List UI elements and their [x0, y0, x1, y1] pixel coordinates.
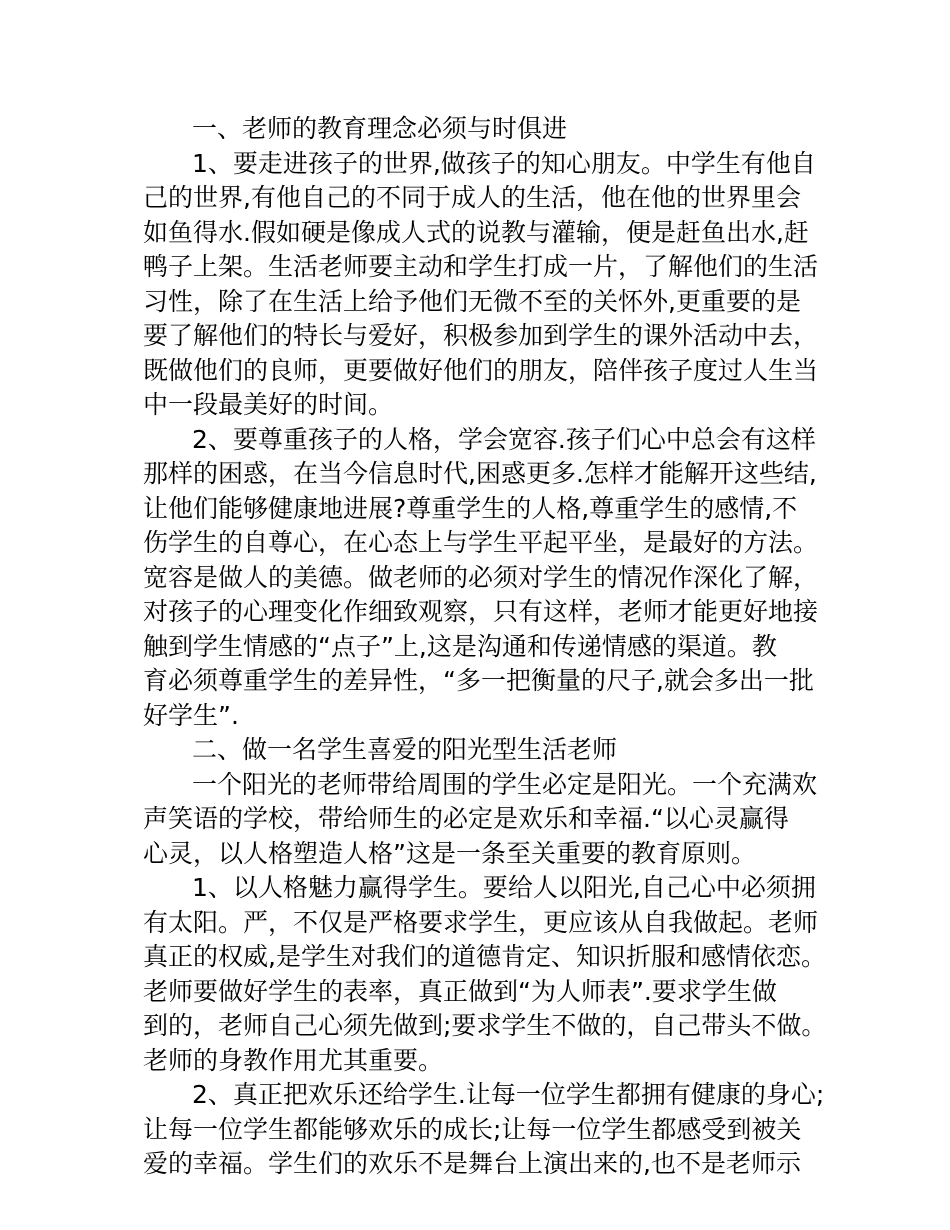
text-line: 有太阳。严，不仅是严格要求学生，更应该从自我做起。老师 — [143, 907, 819, 937]
text-line: 习性，除了在生活上给予他们无微不至的关怀外,更重要的是 — [143, 286, 801, 316]
text-line: 让他们能够健康地进展?尊重学生的人格,尊重学生的感情,不 — [143, 493, 798, 523]
text-line: 既做他们的良师，更要做好他们的朋友，陪伴孩子度过人生当 — [143, 355, 819, 385]
text-line: 要了解他们的特长与爱好，积极参加到学生的课外活动中去， — [143, 321, 819, 350]
text-line: 1、要走进孩子的世界,做孩子的知心朋友。中学生有他自 — [192, 148, 816, 178]
text-line: 1、以人格魅力赢得学生。要给人以阳光,自己心中必须拥 — [192, 873, 816, 902]
text-line: 老师的身教作用尤其重要。 — [143, 1045, 444, 1075]
text-line: 一、老师的教育理念必须与时俱进 — [192, 114, 568, 143]
text-line: 心灵，以人格塑造人格”这是一条至关重要的教育原则。 — [143, 838, 756, 868]
text-line: 中一段最美好的时间。 — [143, 390, 394, 419]
text-line: 己的世界,有他自己的不同于成人的生活，他在他的世界里会 — [143, 183, 801, 212]
text-line: 老师要做好学生的表率，真正做到“为人师表”.要求学生做 — [143, 976, 777, 1006]
text-line: 到的，老师自己心须先做到;要求学生不做的，自己带头不做。 — [143, 1011, 827, 1040]
text-line: 真正的权威,是学生对我们的道德肯定、知识折服和感情依恋。 — [143, 942, 826, 971]
document-body — [143, 112, 827, 1182]
text-line: 鸭子上架。生活老师要主动和学生打成一片，了解他们的生活 — [143, 252, 819, 281]
text-line: 那样的困惑，在当今信息时代,困惑更多.怎样才能解开这些结, — [143, 459, 817, 488]
text-line: 让每一位学生都能够欢乐的成长;让每一位学生都感受到被关 — [143, 1114, 802, 1144]
text-line: 声笑语的学校，带给师生的必定是欢乐和幸福.“以心灵赢得 — [143, 804, 789, 833]
text-line: 一个阳光的老师带给周围的学生必定是阳光。一个充满欢 — [192, 769, 818, 799]
text-line: 好学生”. — [143, 700, 239, 730]
text-line: 对孩子的心理变化作细致观察，只有这样，老师才能更好地接 — [143, 597, 819, 626]
text-line: 宽容是做人的美德。做老师的必须对学生的情况作深化了解， — [143, 562, 819, 592]
text-line: 二、做一名学生喜爱的阳光型生活老师 — [192, 735, 618, 764]
text-line: 如鱼得水.假如硬是像成人式的说教与灌输，便是赶鱼出水,赶 — [143, 217, 809, 247]
text-line: 触到学生情感的“点子”上,这是沟通和传递情感的渠道。教 — [143, 631, 777, 661]
text-line: 2、要尊重孩子的人格，学会宽容.孩子们心中总会有这样 — [192, 424, 816, 454]
text-line: 育必须尊重学生的差异性，“多一把衡量的尺子,就会多出一批 — [143, 666, 814, 695]
text-line: 伤学生的自尊心，在心态上与学生平起平坐，是最好的方法。 — [143, 528, 819, 557]
text-line: 2、真正把欢乐还给学生.让每一位学生都拥有健康的身心; — [192, 1080, 825, 1109]
text-line: 爱的幸福。学生们的欢乐不是舞台上演出来的,也不是老师示 — [143, 1149, 801, 1178]
